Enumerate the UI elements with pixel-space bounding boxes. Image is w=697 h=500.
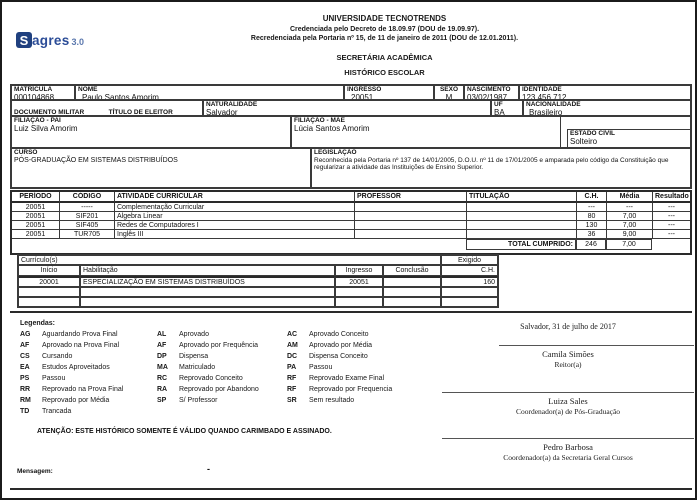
legend-desc: Reprovado por Frequencia (309, 386, 393, 393)
signer-name: Pedro Barbosa (543, 442, 593, 452)
legend-desc: Aprovado por Frequência (179, 342, 258, 349)
professor-value (354, 203, 466, 212)
grades-header-row (12, 192, 690, 203)
grade-row (12, 203, 690, 212)
legend-code: RF (287, 375, 297, 382)
signer-name: Luiza Sales (548, 396, 588, 406)
legend-item (287, 341, 437, 352)
grade-row (12, 230, 690, 239)
documento-militar-label: DOCUMENTO MILITAR (14, 109, 85, 116)
legend-title: Legendas: (20, 320, 56, 327)
legend-desc: Reprovado Conceito (179, 375, 243, 382)
filiacao-mae-cell (291, 116, 561, 148)
professor-value (354, 230, 466, 239)
section-divider (10, 311, 692, 313)
department-title: SECRETÁRIA ACADÊMICA (336, 53, 433, 62)
curriculum-empty-row (18, 297, 498, 307)
legend-code: DP (157, 353, 167, 360)
titulacao-value (466, 230, 576, 239)
legend-item (157, 330, 287, 341)
legend-code: RM (20, 397, 31, 404)
grade-row (12, 212, 690, 221)
legend-desc: Aprovado Conceito (309, 331, 369, 338)
col-inicio: Início (18, 265, 80, 276)
legend-desc: Dispensa (179, 353, 209, 360)
legend-item (157, 396, 287, 407)
place-date: Salvador, 31 de julho de 2017 (520, 322, 616, 331)
legend-code: RR (20, 386, 31, 393)
legend-code: PS (20, 375, 30, 382)
sexo-label: SEXO (439, 86, 459, 93)
atividade-value: Algebra Linear (114, 212, 354, 221)
legend-item (157, 374, 287, 385)
media-value: --- (606, 203, 652, 212)
legend-desc: Matriculado (179, 364, 216, 371)
identidade-cell (519, 85, 691, 100)
legend-item (20, 374, 157, 385)
legend-column-3 (287, 330, 437, 418)
legend-desc: Aguardando Prova Final (42, 331, 118, 338)
legend-code: RA (157, 386, 168, 393)
grades-total-row (12, 239, 690, 250)
documento-militar-cell (11, 100, 203, 116)
mensagem-label: Mensagem: (17, 468, 53, 475)
empty-cell (383, 287, 441, 297)
nome-label: NOME (78, 86, 98, 93)
sagres-logo-text: agres (32, 32, 70, 48)
titulacao-value (466, 203, 576, 212)
legend-item (20, 341, 157, 352)
legend-desc: Trancada (42, 408, 72, 415)
curriculum-title: Currículo(s) (18, 255, 441, 265)
col-ch: C.H. (576, 192, 606, 203)
total-label: TOTAL CUMPRIDO: (466, 239, 576, 250)
naturalidade-value: Salvador (206, 107, 238, 116)
curriculum-empty-row (18, 287, 498, 297)
signer-name: Camila Simões (542, 349, 594, 359)
curriculum-table (17, 254, 499, 308)
document-header (82, 14, 687, 77)
codigo-value: SIF201 (59, 212, 114, 221)
ch-value: --- (576, 203, 606, 212)
legend-column-2 (157, 330, 287, 418)
media-value: 7,00 (606, 221, 652, 230)
col-atividade: ATIVIDADE CURRICULAR (114, 192, 354, 203)
signature-line (499, 345, 694, 346)
student-info-form (10, 84, 692, 189)
empty-cell (383, 297, 441, 307)
periodo-value: 20051 (12, 203, 59, 212)
legend-item (20, 407, 157, 418)
nome-value: Paulo Santos Amorim (82, 92, 159, 100)
exigido-label: Exigido (441, 255, 498, 265)
legend-item (20, 352, 157, 363)
col-media: Média (606, 192, 652, 203)
empty-cell (441, 297, 498, 307)
legend-desc: Sem resultado (309, 397, 355, 404)
curso-cell (11, 148, 311, 188)
legend-item (287, 396, 437, 407)
form-row-3 (11, 116, 691, 148)
legend-code: AL (157, 331, 167, 338)
uf-cell (491, 100, 523, 116)
estado-civil-box (567, 129, 690, 148)
signature-line (442, 392, 694, 393)
university-name: UNIVERSIDADE TECNOTRENDS (322, 14, 447, 23)
legend-item (287, 374, 437, 385)
legend-item (157, 363, 287, 374)
legend-code: DC (287, 353, 298, 360)
media-value: 7,00 (606, 212, 652, 221)
estado-civil-cell (561, 116, 691, 148)
legend-item (20, 396, 157, 407)
atividade-value: Inglês III (114, 230, 354, 239)
legend-code: MA (157, 364, 168, 371)
ingresso-value: 20051 (351, 92, 374, 100)
filiacao-mae-label: FILIAÇÃO - MÃE (294, 117, 345, 124)
filiacao-pai-label: FILIAÇÃO - PAI (14, 117, 61, 124)
inicio-value: 20001 (18, 276, 80, 287)
signer-role: Coordenador(a) de Pós-Graduação (515, 407, 621, 416)
nome-cell (75, 85, 344, 100)
signer-role: Coordenador(a) da Secretaria Geral Cursos (503, 453, 633, 462)
legend-desc: Aprovado na Prova Final (42, 342, 120, 349)
legend-desc: Reprovado por Média (42, 397, 110, 404)
legend-code: RF (287, 386, 297, 393)
periodo-value: 20051 (12, 230, 59, 239)
grades-table (10, 190, 692, 255)
filiacao-mae-value: Lúcia Santos Amorim (294, 123, 370, 133)
legend-column-1 (20, 330, 157, 418)
col-ingresso: Ingresso (335, 265, 383, 276)
form-row-2 (11, 100, 691, 116)
col-professor: PROFESSOR (354, 192, 466, 203)
periodo-value: 20051 (12, 212, 59, 221)
professor-value (354, 221, 466, 230)
signature-area (442, 322, 694, 462)
attention-notice: ATENÇÃO: ESTE HISTÓRICO SOMENTE É VÁLIDO QUANDO CARIMBADO E ASSINADO. (37, 428, 332, 435)
legend-item (20, 363, 157, 374)
signature-line (442, 438, 694, 439)
ingresso-cell (344, 85, 434, 100)
col-periodo: PERÍODO (12, 192, 59, 203)
ch-exigido-value: 160 (441, 276, 498, 287)
periodo-value: 20051 (12, 221, 59, 230)
legend-desc: Estudos Aproveitados (42, 364, 110, 371)
accreditation-line-1: Credenciada pelo Decreto de 18.09.97 (DOU de 19.09.97). (289, 26, 480, 33)
col-codigo: CÓDIGO (59, 192, 114, 203)
titulacao-value (466, 221, 576, 230)
legend-columns (20, 330, 437, 418)
signature-block-coordenador-pos (442, 392, 694, 417)
legend-code: EA (20, 364, 30, 371)
sexo-cell (434, 85, 464, 100)
legend-code: SP (157, 397, 167, 404)
empty-cell (335, 287, 383, 297)
matricula-label: MATRÍCULA (14, 86, 53, 93)
identidade-value: 123.456.712 (522, 92, 567, 100)
total-media-value: 7,00 (606, 239, 652, 250)
legend-item (20, 385, 157, 396)
legend-item (157, 385, 287, 396)
legend-desc: Aprovado por Média (309, 342, 373, 349)
matricula-value: 000104868 (14, 92, 55, 100)
resultado-value: --- (652, 221, 690, 230)
codigo-value: SIF405 (59, 221, 114, 230)
legend-item (157, 352, 287, 363)
empty-cell (80, 287, 335, 297)
legend-code: AF (157, 342, 167, 349)
footer-dash: - (207, 464, 210, 474)
legend-item (287, 363, 437, 374)
nascimento-value: 03/02/1987 (467, 92, 508, 100)
legend-desc: Reprovado na Prova Final (42, 386, 124, 393)
ingresso-label: INGRESSO (347, 86, 382, 93)
resultado-value: --- (652, 203, 690, 212)
legend-code: AG (20, 331, 31, 338)
uf-value: BA (494, 107, 505, 116)
footer-divider (10, 488, 692, 490)
atividade-value: Complementação Curricular (114, 203, 354, 212)
signature-block-secretaria (442, 438, 694, 463)
legend-code: SR (287, 397, 297, 404)
total-spacer (12, 239, 466, 250)
legend-desc: Passou (42, 375, 66, 382)
ch-value: 130 (576, 221, 606, 230)
resultado-value: --- (652, 230, 690, 239)
matricula-cell (11, 85, 75, 100)
legend-desc: Passou (309, 364, 333, 371)
habilitacao-value: ESPECIALIZAÇÃO EM SISTEMAS DISTRIBUÍDOS (80, 276, 335, 287)
curriculum-title-row (18, 255, 498, 265)
legislacao-cell (311, 148, 691, 188)
empty-cell (335, 297, 383, 307)
page-title: HISTÓRICO ESCOLAR (344, 68, 425, 77)
ch-value: 36 (576, 230, 606, 239)
nacionalidade-label: NACIONALIDADE (526, 101, 581, 108)
legend-desc: Cursando (42, 353, 73, 360)
sagres-logo-version: 3.0 (71, 37, 85, 47)
filiacao-pai-value: Luiz Silva Amorim (14, 123, 78, 133)
total-ch-value: 246 (576, 239, 606, 250)
legend-code: RC (157, 375, 168, 382)
accreditation-line-2: Recredenciada pela Portaria nº 15, de 11 de janeiro de 2011 (DOU de 12.01.2011). (250, 35, 519, 42)
conclusao-value (383, 276, 441, 287)
naturalidade-cell (203, 100, 491, 116)
legend-code: AC (287, 331, 298, 338)
legend-code: CS (20, 353, 30, 360)
legend-desc: Dispensa Conceito (309, 353, 368, 360)
legend-code: AF (20, 342, 30, 349)
codigo-value: TUR705 (59, 230, 114, 239)
estado-civil-value: Solteiro (570, 136, 598, 146)
titulo-eleitor-label: TÍTULO DE ELEITOR (108, 109, 173, 116)
ingresso-curriculo-value: 20051 (335, 276, 383, 287)
sexo-value: M (445, 92, 453, 100)
curriculum-row (18, 276, 498, 287)
legend-code: TD (20, 408, 30, 415)
empty-cell (441, 287, 498, 297)
sagres-logo (16, 32, 84, 48)
identidade-label: IDENTIDADE (522, 86, 562, 93)
nacionalidade-value: Brasileiro (529, 107, 563, 116)
col-resultado: Resultado (652, 192, 690, 203)
table-bottom-padding (12, 250, 690, 253)
nacionalidade-cell (523, 100, 691, 116)
col-titulacao: TITULAÇÃO (466, 192, 576, 203)
legend-desc: S/ Professor (179, 397, 218, 404)
legend-desc: Aprovado (179, 331, 209, 338)
estado-civil-label: ESTADO CIVIL (570, 130, 616, 137)
form-row-1 (11, 85, 691, 100)
naturalidade-label: NATURALIDADE (206, 101, 258, 108)
legislacao-text: Reconhecida pela Portaria nº 137 de 14/01/2005, D.O.U. nº 11 de 17/01/2005 e amparada pelo código da Constituição que regularizar a atividade das Instituições de Ensino Superior. (314, 156, 669, 171)
nascimento-label: NASCIMENTO (467, 86, 511, 93)
col-ch-exigido: C.H. (441, 265, 498, 276)
legend-item (157, 341, 287, 352)
titulacao-value (466, 212, 576, 221)
empty-cell (18, 297, 80, 307)
resultado-value: --- (652, 212, 690, 221)
empty-cell (80, 297, 335, 307)
legend-section (20, 320, 437, 418)
legend-code: AM (287, 342, 298, 349)
ch-value: 80 (576, 212, 606, 221)
legend-item (287, 352, 437, 363)
col-conclusao: Conclusão (383, 265, 441, 276)
legend-desc: Reprovado por Abandono (179, 386, 259, 393)
nascimento-cell (464, 85, 519, 100)
grade-row (12, 221, 690, 230)
sagres-logo-mark: S (16, 32, 32, 48)
curso-value: PÓS-GRADUAÇÃO EM SISTEMAS DISTRIBUÍDOS (14, 156, 178, 164)
legend-desc: Reprovado Exame Final (309, 375, 385, 382)
curriculum-header-row (18, 265, 498, 276)
filiacao-pai-cell (11, 116, 291, 148)
legend-item (287, 330, 437, 341)
form-row-4 (11, 148, 691, 188)
professor-value (354, 212, 466, 221)
media-value: 9,00 (606, 230, 652, 239)
legend-code: PA (287, 364, 297, 371)
signature-block-reitor (442, 345, 694, 370)
legend-item (20, 330, 157, 341)
col-habilitacao: Habilitação (80, 265, 335, 276)
legislacao-label: LEGISLAÇÃO (314, 149, 357, 156)
atividade-value: Redes de Computadores I (114, 221, 354, 230)
codigo-value: ----- (59, 203, 114, 212)
uf-label: UF (494, 101, 503, 108)
curso-label: CURSO (14, 149, 38, 156)
signer-role: Reitor(a) (554, 360, 582, 369)
legend-item (287, 385, 437, 396)
empty-cell (18, 287, 80, 297)
